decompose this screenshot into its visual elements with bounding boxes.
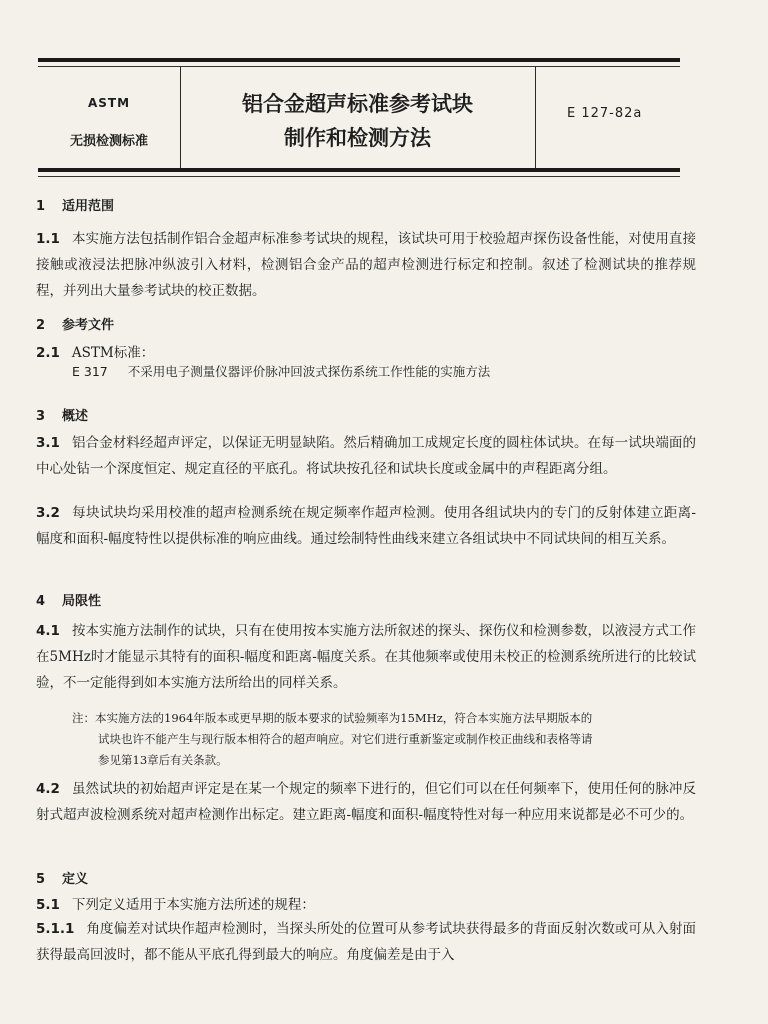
clause-text: 虽然试块的初始超声评定是在某一个规定的频率下进行的，但它们可以在任何频率下，使用任何的脉冲反射式超声波检测系统对超声检测作出标定。建立距离-幅度和面积-幅度特性对每一种应用来说都是必不可少的。 [36, 781, 696, 823]
section-number: 3 [36, 409, 46, 424]
paragraph-4-2 [36, 776, 696, 828]
reference-e317 [72, 362, 490, 380]
section-title: 参考文件 [62, 318, 115, 333]
clause-text: 本实施方法包括制作铝合金超声标准参考试块的规程，该试块可用于校验超声探伤设备性能，对使用直接接触或液浸法把脉冲纵波引入材料，检测铝合金产品的超声检测进行标定和控制。叙述了检测试块的推荐规程，并列出大量参考试块的校正数据。 [36, 231, 696, 299]
clause-text: 角度偏差对试块作超声检测时，当探头所处的位置可从参考试块获得最多的背面反射次数或可从入射面获得最高回波时，都不能从平底孔得到最大的响应。角度偏差是由于入 [36, 921, 696, 963]
clause-text: 按本实施方法制作的试块，只有在使用按本实施方法所叙述的探头、探伤仪和检测参数，以液浸方式工作在5MHz时才能显示其特有的面积-幅度和距离-幅度关系。在其他频率或使用未校正的检测系统所进行的比较试验，不一定能得到如本实施方法所给出的同样关系。 [36, 623, 696, 691]
paragraph-5-1-1 [36, 916, 696, 968]
standard-category: 无损检测标准 [69, 134, 148, 149]
clause-text: 下列定义适用于本实施方法所述的规程： [71, 897, 315, 913]
standard-organization: ASTM [87, 96, 131, 110]
section-2-heading [36, 314, 114, 333]
header-top-rule-thin [38, 66, 680, 67]
clause-number: 2.1 [36, 345, 60, 361]
paragraph-5-1 [36, 892, 696, 918]
document-title-line1: 铝合金超声标准参考试块 [242, 92, 473, 116]
header-bottom-rule [38, 168, 680, 172]
section-4-heading [36, 590, 101, 609]
clause-text: 铝合金材料经超声评定，以保证无明显缺陷。然后精确加工成规定长度的圆柱体试块。在每一试块端面的中心处钻一个深度恒定、规定直径的平底孔。将试块按孔径和试块长度或金属中的声程距离分组。 [36, 435, 696, 477]
section-number: 4 [36, 594, 46, 609]
clause-number: 5.1.1 [36, 921, 75, 937]
clause-number: 4.2 [36, 781, 60, 797]
paragraph-4-1 [36, 618, 696, 696]
note-line-1: 注：本实施方法的1964年版本或更早期的版本要求的试验频率为15MHz，符合本实施方法早期版本的 [72, 711, 593, 725]
clause-number: 5.1 [36, 897, 60, 913]
section-1-heading [36, 195, 114, 214]
section-title: 定义 [62, 872, 89, 887]
note-line-3: 参见第13章后有关条款。 [98, 753, 228, 767]
section-number: 1 [36, 199, 46, 214]
header-top-rule [38, 58, 680, 62]
clause-number: 4.1 [36, 623, 60, 639]
section-title: 概述 [62, 409, 89, 424]
section-number: 2 [36, 318, 46, 333]
reference-title: 不采用电子测量仪器评价脉冲回波式探伤系统工作性能的实施方法 [127, 364, 491, 379]
section-title: 局限性 [62, 594, 102, 609]
clause-number: 3.2 [36, 505, 60, 521]
note-line-2: 试块也许不能产生与现行版本相符合的超声响应。对它们进行重新鉴定或制作校正曲线和表格等请 [98, 732, 593, 746]
paragraph-3-2 [36, 500, 696, 552]
document-title-line2: 制作和检测方法 [284, 126, 431, 150]
standard-code: E 127-82a [567, 106, 643, 121]
section-5-heading [36, 868, 88, 887]
clause-text: 每块试块均采用校准的超声检测系统在规定频率作超声检测。使用各组试块内的专门的反射体建立距离-幅度和面积-幅度特性以提供标准的响应曲线。通过绘制特性曲线来建立各组试块中不同试块间的相互关系。 [36, 505, 696, 547]
section-3-heading [36, 405, 88, 424]
section-number: 5 [36, 872, 46, 887]
header-bottom-rule-thin [38, 176, 680, 177]
paragraph-3-1 [36, 430, 696, 482]
paragraph-1-1 [36, 226, 696, 304]
clause-number: 1.1 [36, 231, 60, 247]
section-title: 适用范围 [62, 199, 115, 214]
clause-text: ASTM标准： [71, 345, 155, 361]
clause-number: 3.1 [36, 435, 60, 451]
header-divider-right [535, 66, 536, 168]
reference-code: E 317 [72, 364, 108, 379]
